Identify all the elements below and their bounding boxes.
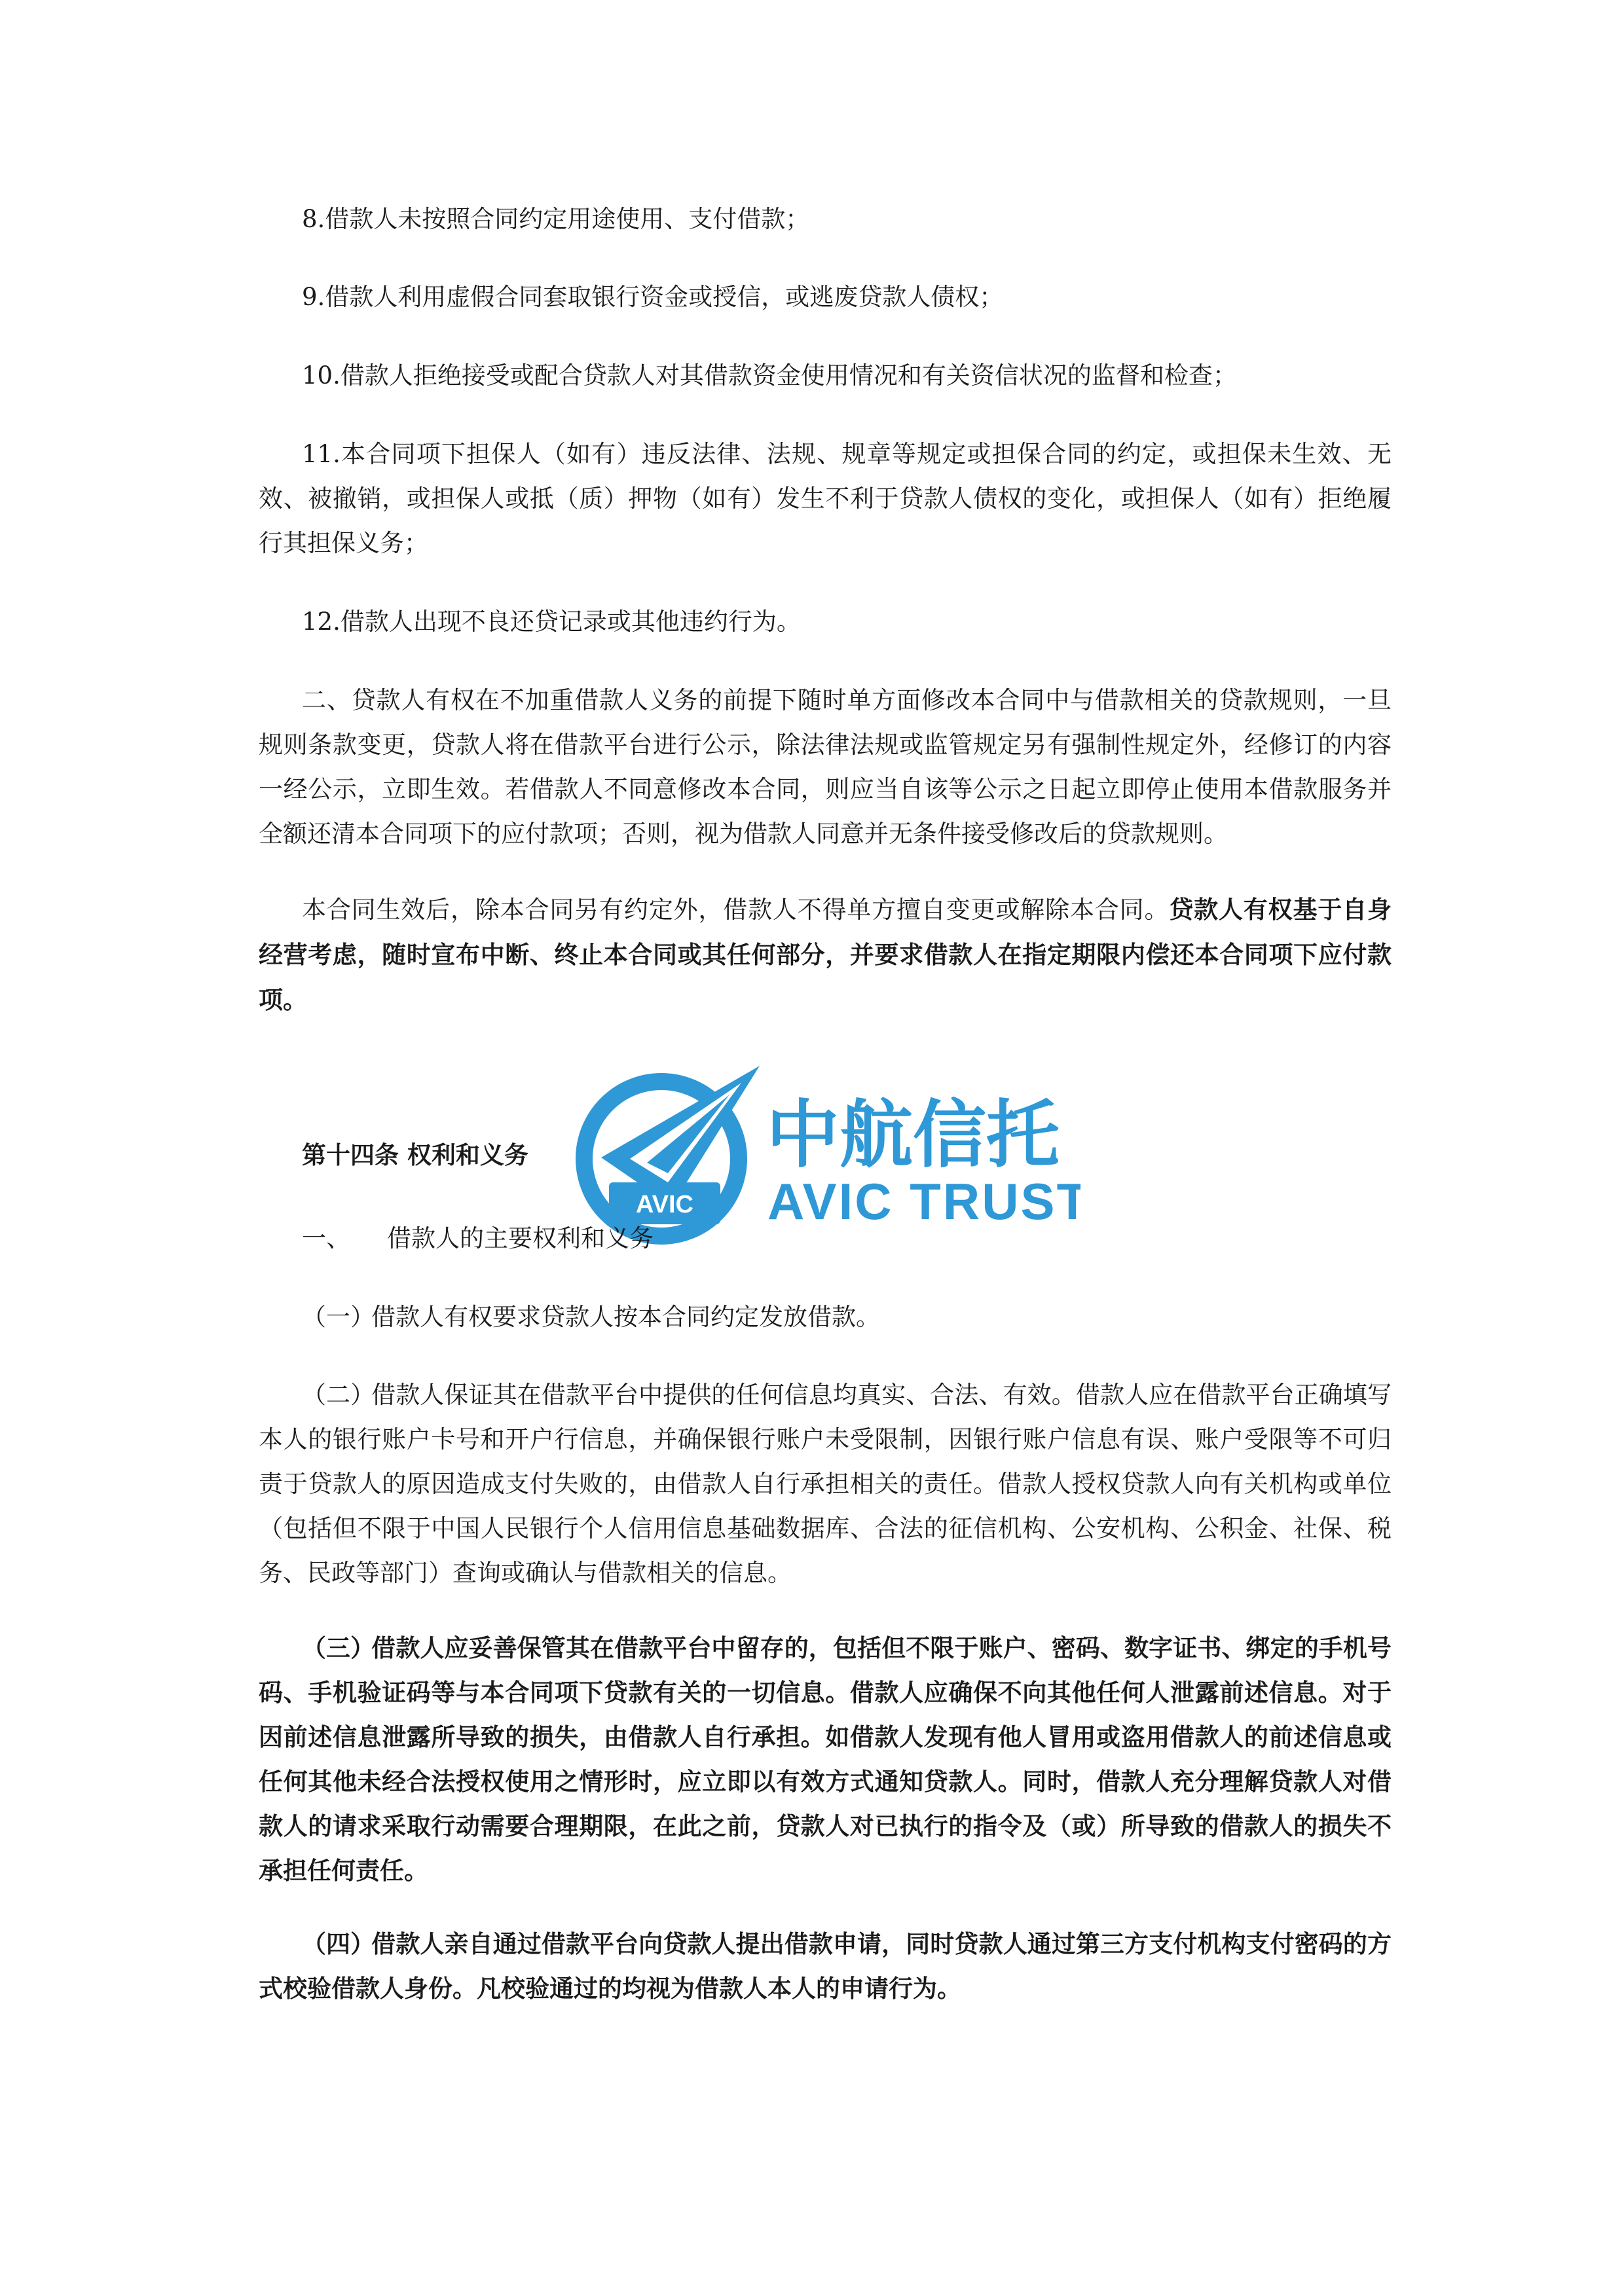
right-item-3-text: 借款人应妥善保管其在借款平台中留存的，包括但不限于账户、密码、数字证书、绑定的手机号码、手机验证码等与本合同项下贷款有关的一切信息。借款人应确保不向其他任何人泄露前述信息。对于因前述信息泄露所导致的损失，由借款人自行承担。如借款人发现有他人冒用或盗用借款人的前述信息或任何其他未经合法授权使用之情形时，应立即以有效方式通知贷款人。同时，借款人充分理解贷款人对借款人的请求采取行动需要合理期限，在此之前，贷款人对已执行的指令及（或）所导致的借款人的损失不承担任何责任。 — [259, 1633, 1392, 1885]
right-item-1-text: 借款人有权要求贷款人按本合同约定发放借款。 — [371, 1303, 880, 1331]
clause-contract-effect — [259, 887, 1392, 1023]
right-item-4-text: 借款人亲自通过借款平台向贷款人提出借款申请，同时贷款人通过第三方支付机构支付密码的方式校验借款人身份。凡校验通过的均视为借款人本人的申请行为。 — [259, 1929, 1392, 2003]
clause-item-11: 11.本合同项下担保人（如有）违反法律、法规、规章等规定或担保合同的约定，或担保未生效、无效、被撤销，或担保人或抵（质）押物（如有）发生不利于贷款人债权的变化，或担保人（如有）拒绝履行其担保义务； — [259, 440, 1392, 557]
clause-lender-modify: 二、贷款人有权在不加重借款人义务的前提下随时单方面修改本合同中与借款相关的贷款规则，一旦规则条款变更，贷款人将在借款平台进行公示，除法律法规或监管规定另有强制性规定外，经修订的内容一经公示，立即生效。若借款人不同意修改本合同，则应当自该等公示之日起立即停止使用本借款服务并全额还清本合同项下的应付款项；否则，视为借款人同意并无条件接受修改后的贷款规则。 — [259, 686, 1392, 848]
effect-plain-text: 本合同生效后，除本合同另有约定外，借款人不得单方擅自变更或解除本合同。 — [302, 896, 1170, 924]
clause-item-10: 10.借款人拒绝接受或配合贷款人对其借款资金使用情况和有关资信状况的监督和检查； — [302, 361, 1237, 390]
right-item-4-label: （四） — [302, 1929, 375, 1958]
logo-name-en: AVIC TRUST — [767, 1173, 1080, 1230]
right-item-2 — [259, 1373, 1392, 1595]
clause-item-12: 12.借款人出现不良还贷记录或其他违约行为。 — [302, 608, 801, 636]
right-item-1-label: （一） — [302, 1303, 375, 1331]
effect-bold-text: 贷款人有权基于自身经营考虑，随时宣布中断、终止本合同或其任何部分，并要求借款人在指定期限内偿还本合同项下应付款项。 — [259, 895, 1392, 1014]
section-number: 一、 — [302, 1224, 350, 1252]
article-heading: 第十四条 权利和义务 — [302, 1140, 528, 1169]
right-item-4 — [259, 1922, 1392, 2011]
logo-badge-text: AVIC — [636, 1191, 693, 1218]
section-heading — [302, 1216, 654, 1261]
logo-name-cn: 中航信托 — [766, 1093, 1060, 1178]
clause-item-8: 8.借款人未按照合同约定用途使用、支付借款； — [302, 205, 810, 233]
right-item-2-label: （二） — [302, 1381, 375, 1409]
avic-plane-emblem — [584, 1066, 760, 1236]
right-item-3 — [259, 1626, 1392, 1893]
section-title: 借款人的主要权利和义务 — [387, 1224, 654, 1252]
right-item-2-text: 借款人保证其在借款平台中提供的任何信息均真实、合法、有效。借款人应在借款平台正确填写本人的银行账户卡号和开户行信息，并确保银行账户未受限制，因银行账户信息有误、账户受限等不可归责于贷款人的原因造成支付失败的，由借款人自行承担相关的责任。借款人授权贷款人向有关机构或单位（包括但不限于中国人民银行个人信用信息基础数据库、合法的征信机构、公安机构、公积金、社保、税务、民政等部门）查询或确认与借款相关的信息。 — [259, 1381, 1392, 1587]
clause-item-9: 9.借款人利用虚假合同套取银行资金或授信，或逃废贷款人债权； — [302, 283, 1004, 311]
right-item-3-label: （三） — [302, 1633, 375, 1662]
right-item-1 — [259, 1295, 1392, 1339]
